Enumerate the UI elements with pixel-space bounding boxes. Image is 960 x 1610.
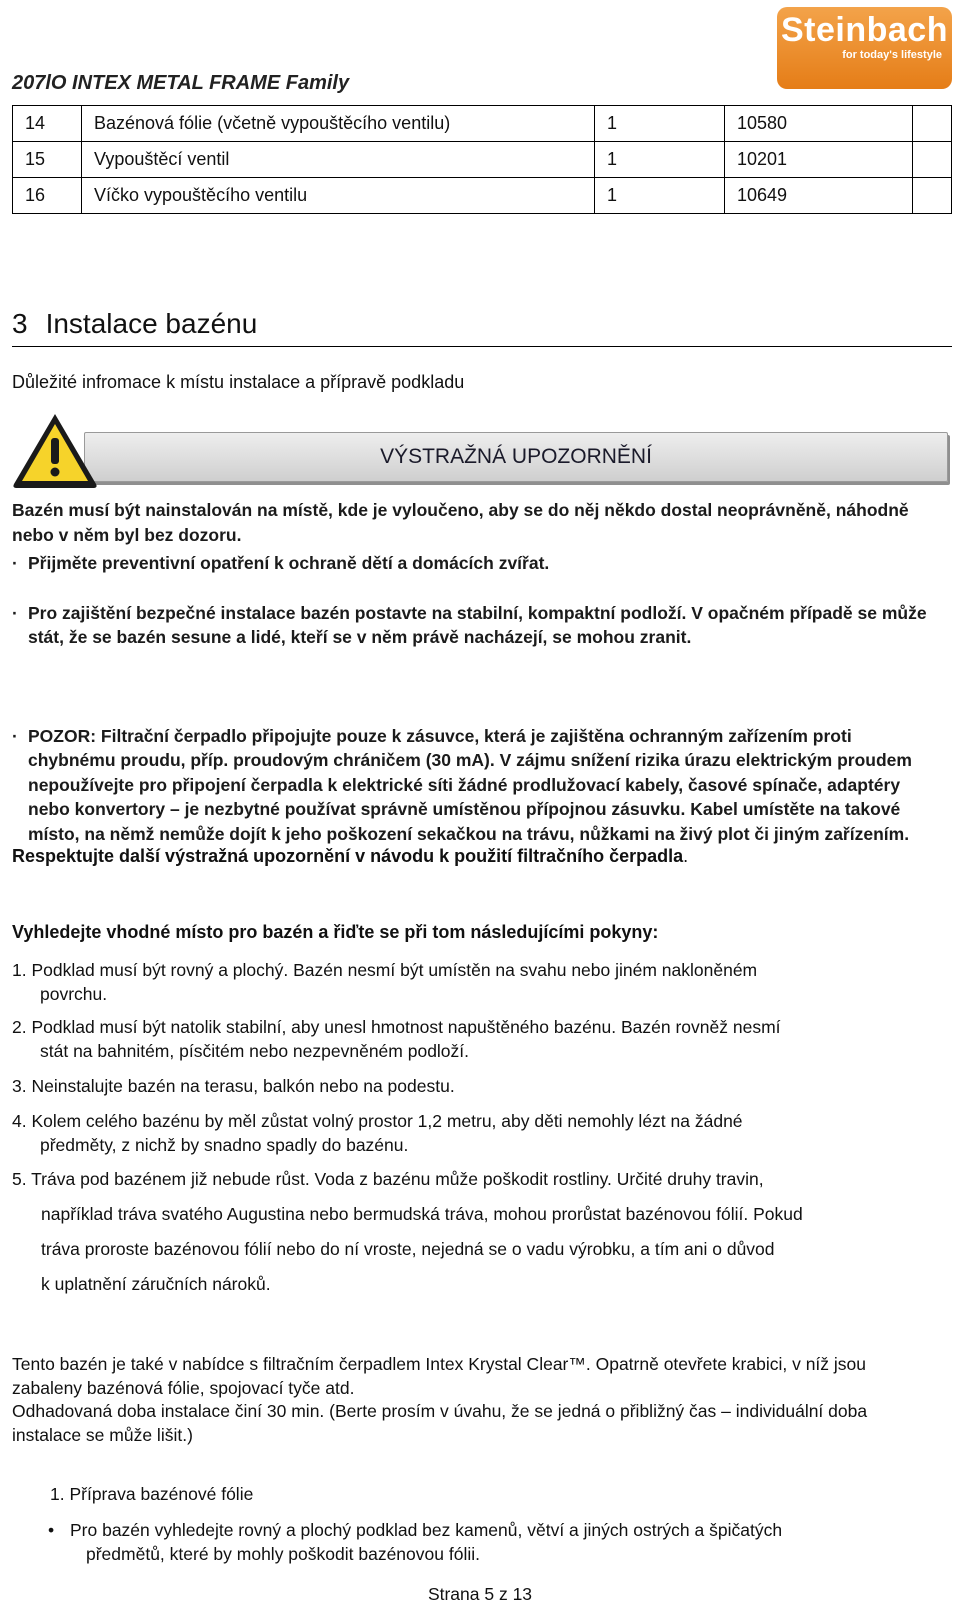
- table-cell: 1: [595, 106, 725, 142]
- site-rule-text: 4. Kolem celého bazénu by měl zůstat volný prostor 1,2 metru, aby děti nemohly lézt na žádné: [12, 1111, 743, 1131]
- section-heading: [12, 308, 257, 340]
- site-rule-item: [12, 1074, 946, 1098]
- site-rule-item: [12, 1015, 946, 1063]
- pump-warning-tail: .: [683, 846, 689, 866]
- section-title: Instalace bazénu: [45, 308, 258, 339]
- warning-bullet-text: POZOR: Filtrační čerpadlo připojujte pouze k zásuvce, která je zajištěna ochranným zařízením proti chybnému proudu, příp. proudovým chráničem (30 mA). V zájmu snížení rizika úrazu elektrickým proudem nepoužívejte pro připojení čerpadla k elektrické síti žádné prodlužovací kabely, časové spínače, adaptéry nebo konvertory – je nezbytné používat správně umístěnou přípojnou zásuvku. Kabel umístěte na takové místo, na němž nemůže dojít k jeho poškození sekačkou na trávu, nůžkami na živý plot či jiným zařízením.: [28, 725, 912, 844]
- site-rule-item: [12, 1109, 946, 1157]
- site-rule-continuation: povrchu.: [40, 984, 108, 1004]
- table-cell: 14: [13, 106, 82, 142]
- step-title: 1. Příprava bazénové fólie: [50, 1484, 254, 1504]
- table-cell: 1: [595, 178, 725, 214]
- step-bullet: [48, 1519, 928, 1566]
- bullet-dot: •: [48, 1520, 55, 1540]
- site-rule-text: 3. Neinstalujte bazén na terasu, balkón nebo na podestu.: [12, 1076, 455, 1096]
- warning-triangle-icon: [10, 410, 100, 490]
- table-cell: 10201: [725, 142, 913, 178]
- logo-brand: Steinbach: [781, 11, 948, 49]
- steinbach-logo: [777, 7, 952, 89]
- warning-bullet: [12, 551, 942, 576]
- table-cell: [913, 106, 952, 142]
- warning-bullet-text: Pro zajištění bezpečné instalace bazén postavte na stabilní, kompaktní podloží. V opačném případě se může stát, že se bazén sesune a lidé, kteří se v něm právě nacházejí, se mohou zranit.: [28, 602, 927, 647]
- parts-table: [12, 105, 952, 214]
- table-row: [13, 178, 952, 214]
- document-title: 207lO INTEX METAL FRAME Family: [12, 72, 350, 94]
- table-cell: Bazénová fólie (včetně vypouštěcího ventilu): [82, 106, 595, 142]
- grass-rule-line: k uplatnění záručních nároků.: [41, 1274, 271, 1294]
- site-selection-heading: Vyhledejte vhodné místo pro bazén a řiďte se při tom následujícími pokyny:: [12, 922, 659, 942]
- step-bullet-continuation: předmětů, které by mohly poškodit bazénovou fólii.: [86, 1543, 480, 1564]
- warning-bullet: [12, 724, 942, 847]
- table-cell: 10649: [725, 178, 913, 214]
- section-divider: [12, 346, 952, 347]
- table-row: [13, 106, 952, 142]
- table-cell: [913, 178, 952, 214]
- pump-warning-note: [12, 846, 688, 867]
- site-rule-text: 1. Podklad musí být rovný a plochý. Bazén nesmí být umístěn na svahu nebo jiném nakloněném: [12, 960, 758, 980]
- installation-info-duration: Odhadovaná doba instalace činí 30 min. (Berte prosím v úvahu, že se jedná o přibližný čas – individuální doba instalace se může lišit.): [12, 1401, 868, 1445]
- pump-warning-text: Respektujte další výstražná upozornění v návodu k použití filtračního čerpadla: [12, 846, 684, 866]
- table-cell: Vypouštěcí ventil: [82, 142, 595, 178]
- step-bullet-text: Pro bazén vyhledejte rovný a plochý podklad bez kamenů, větví a jiných ostrých a špičatých: [70, 1520, 783, 1540]
- table-cell: 1: [595, 142, 725, 178]
- logo-tagline: for today's lifestyle: [842, 49, 942, 61]
- site-rule-continuation: stát na bahnitém, písčitém nebo nezpevněném podloží.: [40, 1041, 470, 1061]
- table-cell: [913, 142, 952, 178]
- grass-rule-line: tráva proroste bazénovou fólií nebo do ní vroste, nejedná se o vadu výrobku, a tím ani o důvod: [41, 1239, 775, 1259]
- section-number: 3: [12, 308, 28, 339]
- section-subheading: Důležité infromace k místu instalace a přípravě podkladu: [12, 372, 465, 392]
- table-cell: 15: [13, 142, 82, 178]
- page-number: Strana 5 z 13: [427, 1584, 533, 1604]
- table-cell: 16: [13, 178, 82, 214]
- warning-intro: Bazén musí být nainstalován na místě, kde je vyloučeno, aby se do něj někdo dostal neoprávněně, náhodně nebo v něm byl bez dozoru.: [12, 500, 909, 545]
- site-rule-item: [12, 958, 946, 1006]
- table-cell: 10580: [725, 106, 913, 142]
- bullet-dot: ·: [12, 553, 18, 573]
- table-row: [13, 142, 952, 178]
- warning-bullet-text: Přijměte preventivní opatření k ochraně dětí a domácích zvířat.: [28, 553, 550, 573]
- installation-info: [12, 1353, 912, 1447]
- bullet-dot: ·: [12, 725, 18, 746]
- grass-rule-line: například tráva svatého Augustina nebo bermudská tráva, mohou prorůstat bazénovou fólií. Pokud: [41, 1204, 803, 1224]
- grass-rule-line: 5. Tráva pod bazénem již nebude růst. Voda z bazénu může poškodit rostliny. Určité druhy travin,: [12, 1169, 764, 1189]
- site-rule-text: 2. Podklad musí být natolik stabilní, aby unesl hmotnost napuštěného bazénu. Bazén rovněž nesmí: [12, 1017, 781, 1037]
- table-cell: Víčko vypouštěcího ventilu: [82, 178, 595, 214]
- warning-banner: VÝSTRAŽNÁ UPOZORNĚNÍ: [84, 432, 948, 482]
- site-rule-continuation: předměty, z nichž by snadno spadly do bazénu.: [40, 1135, 409, 1155]
- bullet-dot: ·: [12, 602, 18, 623]
- warning-bullet: [12, 601, 942, 650]
- installation-info-box-note: Tento bazén je také v nabídce s filtračním čerpadlem Intex Krystal Clear™. Opatrně otevřete krabici, v níž jsou zabaleny bazénová fólie, spojovací tyče atd.: [12, 1354, 867, 1398]
